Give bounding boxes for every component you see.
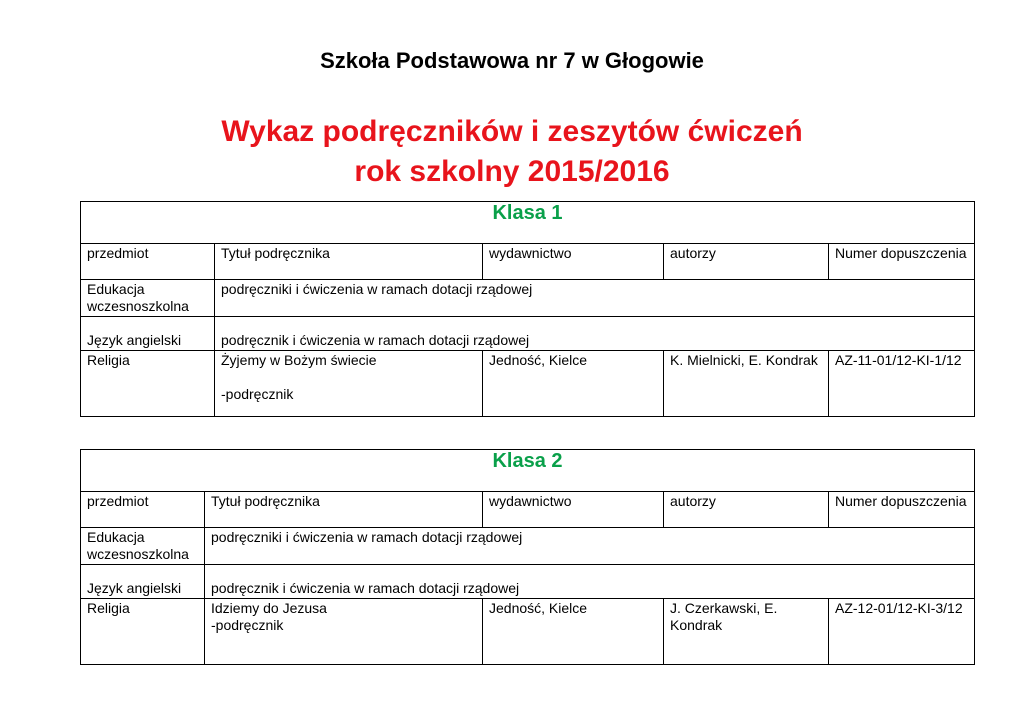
header-subject: przedmiot — [81, 492, 205, 528]
authors-cell: J. Czerkawski, E. Kondrak — [664, 599, 829, 665]
table-row — [81, 528, 975, 565]
klasa-2-table — [80, 449, 975, 665]
book-title-note: -podręcznik — [221, 386, 294, 402]
note-cell: podręcznik i ćwiczenia w ramach dotacji rządowej — [205, 565, 975, 599]
book-title: Idziemy do Jezusa — [211, 600, 327, 616]
header-approval-number: Numer dopuszczenia — [829, 492, 975, 528]
book-title-note: -podręcznik — [211, 617, 284, 633]
document-title — [0, 112, 1024, 192]
book-title-cell — [215, 351, 483, 417]
publisher-cell: Jedność, Kielce — [483, 599, 664, 665]
header-authors: autorzy — [664, 492, 829, 528]
book-title-cell — [205, 599, 483, 665]
title-line-1: Wykaz podręczników i zeszytów ćwiczeń — [221, 115, 803, 148]
table-row — [81, 565, 975, 599]
klasa-2-heading: Klasa 2 — [81, 450, 975, 492]
table-row — [81, 317, 975, 351]
klasa-1-table — [80, 201, 975, 417]
school-name: Szkoła Podstawowa nr 7 w Głogowie — [320, 48, 704, 73]
table-row — [81, 351, 975, 417]
subject-cell: Edukacja wczesnoszkolna — [81, 280, 215, 317]
table-row — [81, 280, 975, 317]
subject-cell: Język angielski — [81, 565, 205, 599]
book-title: Żyjemy w Bożym świecie — [221, 352, 377, 368]
title-line-2: rok szkolny 2015/2016 — [354, 155, 670, 188]
header-publisher: wydawnictwo — [483, 492, 664, 528]
subject-cell: Edukacja wczesnoszkolna — [81, 528, 205, 565]
header-row — [81, 492, 975, 528]
subject-cell: Religia — [81, 351, 215, 417]
header-subject: przedmiot — [81, 244, 215, 280]
approval-number-cell: AZ-12-01/12-KI-3/12 — [829, 599, 975, 665]
klasa-1-heading: Klasa 1 — [81, 202, 975, 244]
authors-cell: K. Mielnicki, E. Kondrak — [664, 351, 829, 417]
publisher-cell: Jedność, Kielce — [483, 351, 664, 417]
note-cell: podręcznik i ćwiczenia w ramach dotacji rządowej — [215, 317, 975, 351]
subject-cell: Język angielski — [81, 317, 215, 351]
subject-cell: Religia — [81, 599, 205, 665]
header-row — [81, 244, 975, 280]
note-cell: podręczniki i ćwiczenia w ramach dotacji rządowej — [215, 280, 975, 317]
header-authors: autorzy — [664, 244, 829, 280]
header-approval-number: Numer dopuszczenia — [829, 244, 975, 280]
header-book-title: Tytuł podręcznika — [205, 492, 483, 528]
header-publisher: wydawnictwo — [483, 244, 664, 280]
table-row — [81, 599, 975, 665]
note-cell: podręczniki i ćwiczenia w ramach dotacji rządowej — [205, 528, 975, 565]
header-book-title: Tytuł podręcznika — [215, 244, 483, 280]
approval-number-cell: AZ-11-01/12-KI-1/12 — [829, 351, 975, 417]
